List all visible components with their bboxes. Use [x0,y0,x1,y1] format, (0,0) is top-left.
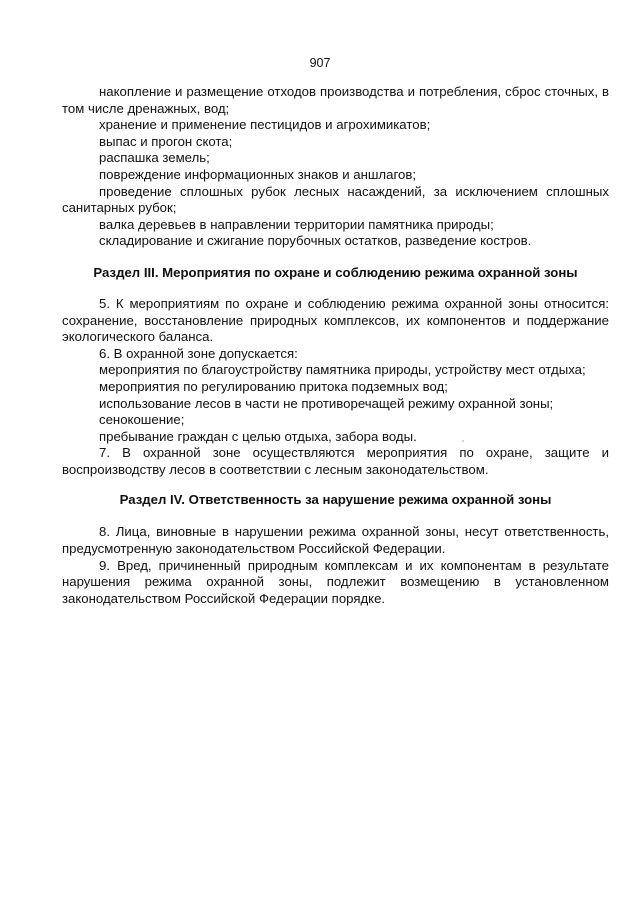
paragraph: 5. К мероприятиям по охране и соблюдению режима охранной зоны относится: сохранение, восстановление природных комплексов, их компонентов и поддержание экологического баланса. [62,295,609,345]
prohibited-activities-list [62,84,609,250]
paragraph: сенокошение; [99,412,185,428]
list-item: повреждение информационных знаков и аншлагов; [99,166,416,182]
document-body [62,84,609,607]
paragraph: мероприятия по регулированию притока подземных вод; [99,378,448,394]
paragraph: пребывание граждан с целью отдыха, забора воды. [99,428,417,444]
list-item: распашка земель; [99,150,210,166]
list-item: валка деревьев в направлении территории памятника природы; [99,216,494,232]
paragraph: 7. В охранной зоне осуществляются мероприятия по охране, защите и воспроизводству лесов в соответствии с лесным законодательством. [62,445,609,477]
paragraph: 8. Лица, виновные в нарушении режима охранной зоны, несут ответственность, предусмотренную законодательством Российской Федерации. [62,524,609,557]
page-number: 907 [309,56,331,70]
section-4-heading: Раздел IV. Ответственность за нарушение режима охранной зоны [119,492,552,508]
paragraph: использование лесов в части не противоречащей режиму охранной зоны; [99,395,554,411]
list-item: накопление и размещение отходов производства и потребления, сброс сточных, в том числе дренажных, вод; [62,84,609,116]
paragraph: 6. В охранной зоне допускается: [99,345,298,361]
list-item: складирование и сжигание порубочных остатков, разведение костров. [99,233,532,249]
list-item: выпас и прогон скота; [99,133,233,149]
paragraph: мероприятия по благоустройству памятника природы, устройству мест отдыха; [99,362,586,378]
paragraph: 9. Вред, причиненный природным комплексам и их компонентам в результате нарушения режима охранной зоны, подлежит возмещению в установленном законодательством Российской Федерации порядке. [62,557,609,606]
section-4-body [62,524,609,607]
scan-speck [462,440,464,442]
section-3-heading: Раздел III. Мероприятия по охране и соблюдению режима охранной зоны [93,264,578,280]
list-item: проведение сплошных рубок лесных насаждений, за исключением сплошных санитарных рубок; [62,183,609,216]
list-item: хранение и применение пестицидов и агрохимикатов; [99,117,431,133]
section-3-body [62,296,609,479]
